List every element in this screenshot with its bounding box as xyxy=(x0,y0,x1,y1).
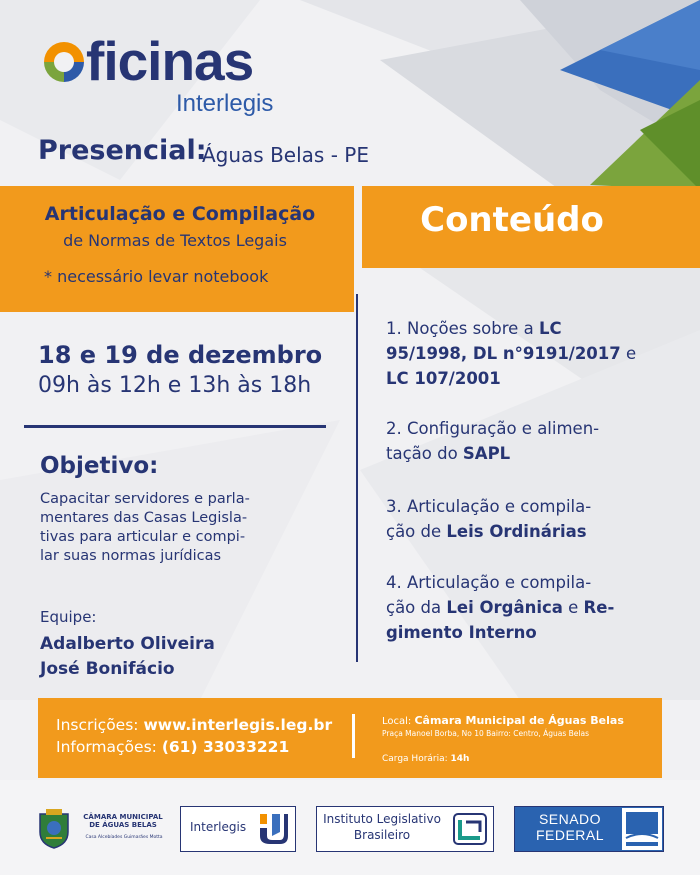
content-bold: Re- xyxy=(583,598,615,617)
content-item-3 xyxy=(386,494,686,544)
logo-subtitle: Interlegis xyxy=(176,90,274,117)
senado-line: SENADO xyxy=(538,811,602,827)
venue-info xyxy=(382,714,624,727)
workload-label: Carga Horária: xyxy=(382,754,451,764)
workload-info xyxy=(382,754,469,764)
registration-link[interactable]: www.interlegis.leg.br xyxy=(143,716,333,734)
objective-line: tivas para articular e compi- xyxy=(40,529,246,545)
content-item-2 xyxy=(386,416,686,466)
course-title: Articulação e Compilação xyxy=(44,203,316,225)
content-bold: Lei Orgânica xyxy=(446,598,563,617)
camara-line: DE ÁGUAS BELAS xyxy=(89,821,157,829)
contact-phone[interactable]: (61) 33033221 xyxy=(161,738,290,756)
content-text: 1. Noções sobre a xyxy=(386,319,539,338)
oficinas-logo xyxy=(44,30,254,92)
interlegis-icon xyxy=(258,812,290,846)
content-bold: SAPL xyxy=(462,444,511,463)
logo-word: ficinas xyxy=(86,30,254,92)
content-text: 2. Configuração e alimen- xyxy=(386,419,600,438)
content-bold: 95/1998, DL n°9191/2017 xyxy=(386,344,621,363)
camara-crest-icon xyxy=(36,808,72,850)
content-text: e xyxy=(620,344,637,363)
team-member: Adalberto Oliveira xyxy=(40,634,215,654)
content-text: ção da xyxy=(386,598,447,617)
objective-line: lar suas normas jurídicas xyxy=(40,548,222,564)
senado-line: FEDERAL xyxy=(535,827,605,843)
camara-line: CÂMARA MUNICIPAL xyxy=(83,813,163,821)
team-member: José Bonifácio xyxy=(40,659,175,679)
presencial-label: Presencial: xyxy=(38,135,207,166)
contact-label: Informações: xyxy=(56,738,162,756)
ilb-line: Instituto Legislativo xyxy=(323,812,441,826)
event-dates: 18 e 19 de dezembro xyxy=(38,341,323,369)
content-text: 3. Articulação e compila- xyxy=(386,497,592,516)
course-note: * necessário levar notebook xyxy=(44,267,269,286)
interlegis-label: Interlegis xyxy=(190,820,247,834)
content-item-4 xyxy=(386,570,686,645)
objective-title: Objetivo: xyxy=(40,453,159,479)
objective-text xyxy=(40,490,330,566)
senado-building-icon xyxy=(622,808,662,850)
objective-line: Capacitar servidores e parla- xyxy=(40,491,250,507)
content-bold: Leis Ordinárias xyxy=(446,522,587,541)
ilb-icon xyxy=(452,812,488,846)
camara-name xyxy=(78,813,168,829)
workload-value: 14h xyxy=(450,754,470,764)
content-title: Conteúdo xyxy=(420,200,604,240)
presencial-location: Águas Belas - PE xyxy=(202,143,369,167)
contact-info xyxy=(56,738,289,756)
section-divider xyxy=(24,425,326,428)
objective-line: mentares das Casas Legisla- xyxy=(40,510,248,526)
content-text: 4. Articulação e compila- xyxy=(386,573,592,592)
event-times: 09h às 12h e 13h às 18h xyxy=(38,373,312,398)
column-divider xyxy=(356,294,358,662)
footer-divider xyxy=(352,714,355,758)
content-item-1 xyxy=(386,316,686,391)
registration-info xyxy=(56,716,332,734)
content-bold: gimento Interno xyxy=(386,623,537,642)
camara-subtitle: Casa Alcebíades Guimarães Motta xyxy=(85,835,163,840)
registration-label: Inscrições: xyxy=(56,716,144,734)
content-bold: LC xyxy=(538,319,562,338)
venue-address: Praça Manoel Borba, No 10 Bairro: Centro, Águas Belas xyxy=(382,729,590,738)
course-subtitle: de Normas de Textos Legais xyxy=(63,231,287,250)
venue-name: Câmara Municipal de Águas Belas xyxy=(414,714,624,727)
content-bold: LC 107/2001 xyxy=(386,369,501,388)
content-text: tação do xyxy=(386,444,463,463)
ilb-line: Brasileiro xyxy=(353,828,411,842)
team-label: Equipe: xyxy=(40,608,97,626)
content-text: e xyxy=(562,598,584,617)
venue-label: Local: xyxy=(382,716,415,727)
logo-o-icon xyxy=(44,42,84,82)
content-text: ção de xyxy=(386,522,447,541)
